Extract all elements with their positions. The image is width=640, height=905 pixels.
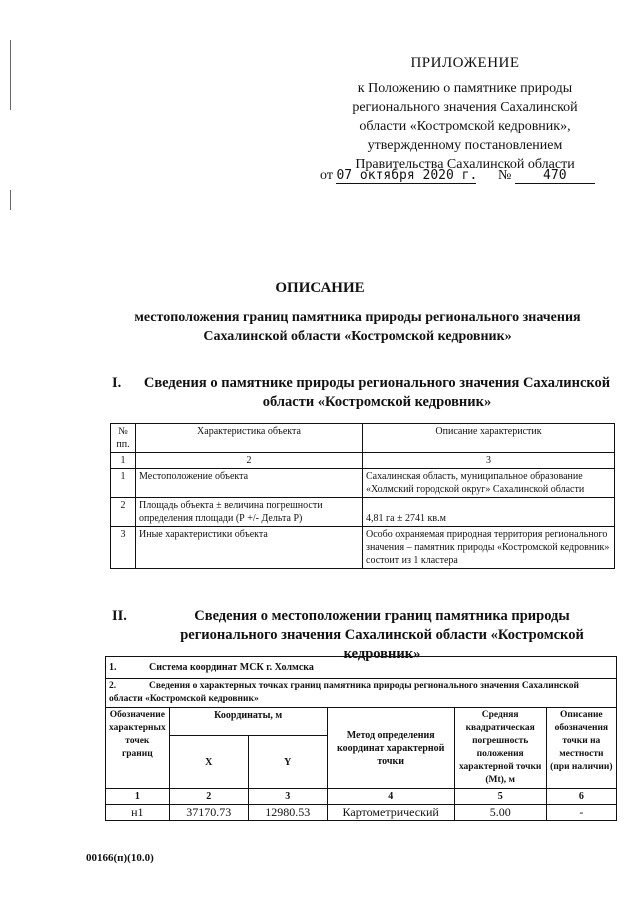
number-sign: № [497,168,512,183]
header-cell: Описание обозначения точки на местности (при наличии) [546,708,616,789]
point-error: 5.00 [454,805,546,821]
row-characteristic: Площадь объекта ± величина погрешности определения площади (Р +/- Дельта Р) [136,498,363,527]
table-index-row [106,789,617,805]
row-description: Сахалинская область, муниципальное образование «Холмский городской округ» Сахалинской области [363,469,615,498]
number-value: 470 [515,168,595,184]
section2-title: Сведения о местоположении границ памятника природы регионального значения Сахалинской области «Костромской кедровник» [180,608,584,662]
boundary-points-table [105,656,617,821]
index-cell: 6 [546,789,616,805]
header-cell: X [169,736,248,789]
object-info-table [110,423,615,569]
index-cell: 2 [136,453,363,469]
index-cell: 1 [111,453,136,469]
point-id: н1 [106,805,170,821]
header-cell: Характеристика объекта [136,424,363,453]
index-cell: 1 [106,789,170,805]
table-header-row [106,708,617,736]
section2-number: II. [112,608,127,624]
table-index-row [111,453,615,469]
coord-system-cell [106,657,617,679]
item-number: 1. [109,662,117,673]
table-row [111,498,615,527]
table-row [111,527,615,569]
date-line [320,168,595,184]
appendix-block [330,54,600,174]
index-cell: 3 [363,453,615,469]
header-cell: Метод определения координат характерной точки [327,708,454,789]
footer-code: 00166(п)(10.0) [86,852,154,864]
index-cell: 5 [454,789,546,805]
header-cell: Координаты, м [169,708,327,736]
row-number: 2 [111,498,136,527]
header-cell: № пп. [111,424,136,453]
point-method: Картометрический [327,805,454,821]
points-caption-row [106,679,617,708]
coord-system-row [106,657,617,679]
date-value: 07 октября 2020 г. [336,168,478,183]
appendix-line: области «Костромской кедровник», [359,119,571,134]
header-cell: Описание характеристик [363,424,615,453]
section1-heading [112,374,612,412]
item-number: 2. [109,681,117,691]
appendix-line: к Положению о памятнике природы [357,81,573,96]
scan-edge-mark [10,40,11,110]
appendix-head: ПРИЛОЖЕНИЕ [410,55,520,71]
row-characteristic: Местоположение объекта [136,469,363,498]
table-row [111,469,615,498]
table-header-row [111,424,615,453]
appendix-line: утвержденному постановлением [367,138,563,153]
appendix-line: Правительства Сахалинской области [355,157,575,172]
coord-system-text: Система координат МСК г. Холмска [149,662,314,673]
index-cell: 4 [327,789,454,805]
point-x: 37170.73 [169,805,248,821]
section1-number: I. [112,375,122,391]
page-title: ОПИСАНИЕ [275,280,365,296]
table-row [106,805,617,821]
header-cell: Средняя квадратическая погрешность положения характерной точки (Mt), м [454,708,546,789]
row-description: Особо охраняемая природная территория регионального значения – памятник природы «Костромской кедровник» состоит из 1 кластера [363,527,615,569]
row-number: 1 [111,469,136,498]
row-description: 4,81 га ± 2741 кв.м [363,498,615,527]
date-prefix: от [320,168,333,183]
points-caption-text: Сведения о характерных точках границ памятника природы регионального значения Сахалинской области «Костромской кедровник» [109,681,579,704]
header-cell: Y [248,736,327,789]
appendix-line: регионального значения Сахалинской [352,100,578,115]
section1-title: Сведения о памятнике природы регионального значения Сахалинской области «Костромской кедровник» [143,375,611,410]
point-y: 12980.53 [248,805,327,821]
index-cell: 3 [248,789,327,805]
page-subtitle: местоположения границ памятника природы регионального значения Сахалинской области «Костромской кедровник» [134,310,581,344]
index-cell: 2 [169,789,248,805]
header-cell: Обозначение характерных точек границ [106,708,170,789]
points-caption-cell [106,679,617,708]
row-characteristic: Иные характеристики объекта [136,527,363,569]
point-description: - [546,805,616,821]
scan-edge-mark [10,190,11,210]
row-number: 3 [111,527,136,569]
